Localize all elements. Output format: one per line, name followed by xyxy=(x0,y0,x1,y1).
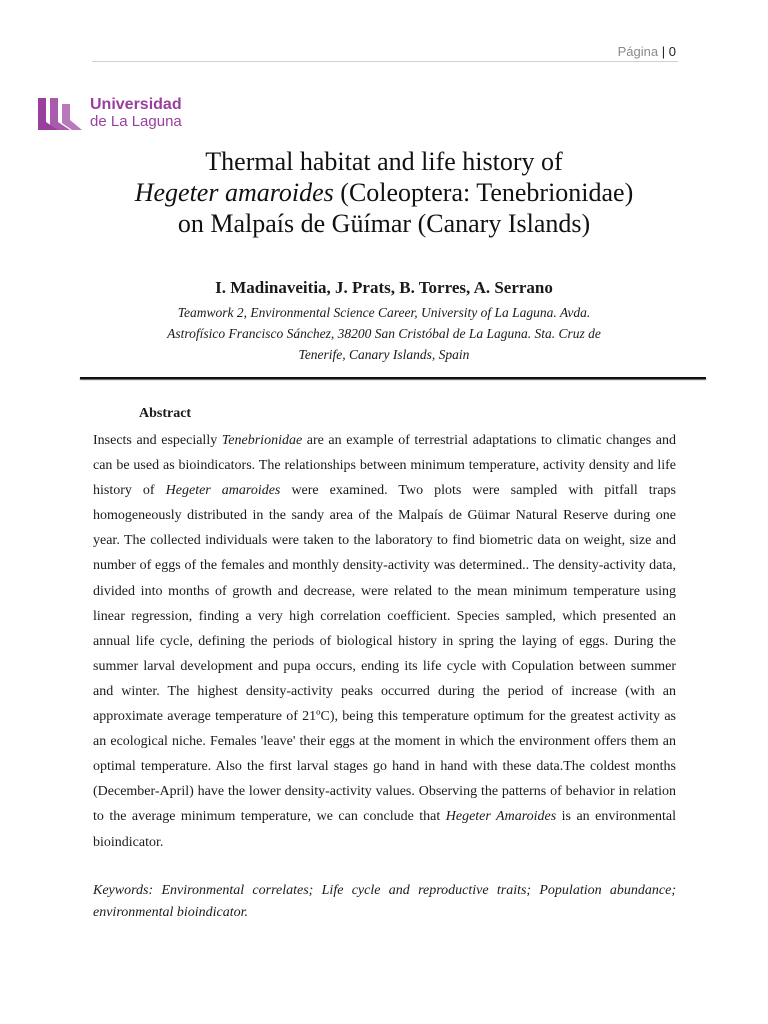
title-line2-rest: (Coleoptera: Tenebrionidae) xyxy=(333,178,634,207)
abstract-text: were examined. Two plots were sampled with pitfall traps homogeneously distributed in the sandy area of the Malpaís de Güimar Natural Reserve during one year. The collected individuals were taken to the laboratory to find biometric data on weight, size and number of eggs of the females and monthly density-activity was determined.. The density-activity data, divided into months of growth and decrease, were related to the mean minimum temperature using linear regression, finding a very high correlation coefficient. Species sampled, which presented an annual life cycle, defining the periods of biological history in spring the laying of eggs. During the summer larval development and pupa occurs, ending its life cycle with Copulation between summer and winter. The highest density-activity peaks occurred during the period of increase (with an approximate average temperature of 21ºC), being this temperature optimum for the greatest activity as an ecological niche. Females 'leave' their eggs at the moment in which the environment offers them an optimal temperature. Also the first larval stages go hand in hand with these data.The coldest months (December-April) have the lower density-activity values. Observing the patterns of behavior in relation to the average minimum temperature, we can conclude that xyxy=(93,483,676,825)
title-line3: on Malpaís de Güímar (Canary Islands) xyxy=(177,209,591,238)
paper-title xyxy=(60,146,708,239)
page-separator: | xyxy=(661,44,666,59)
header-rule xyxy=(92,61,678,62)
abstract-taxon: Tenebrionidae xyxy=(221,433,303,448)
affiliation-line3: Tenerife, Canary Islands, Spain xyxy=(298,347,470,362)
abstract-text: Insects and especially xyxy=(93,433,222,448)
title-line1: Thermal habitat and life history of xyxy=(205,147,563,176)
title-species: Hegeter amaroides xyxy=(134,178,334,207)
affiliation-line1: Teamwork 2, Environmental Science Career, University of La Laguna. Avda. xyxy=(177,305,591,320)
logo-line1: Universidad xyxy=(90,96,182,113)
university-logo xyxy=(38,96,208,134)
keywords: Keywords: Environmental correlates; Life cycle and reproductive traits; Population abundance; environmental bioindicator. xyxy=(93,883,676,920)
page-number xyxy=(618,44,676,59)
abstract-text: are an example of terrestrial adaptations to climatic changes and can be used as bioindicators. The relationships between minimum temperature, activity density and life history of xyxy=(93,433,676,499)
page-number-value: 0 xyxy=(668,44,676,59)
abstract-species: Hegeter Amaroides xyxy=(445,809,557,825)
abstract-body xyxy=(93,428,676,855)
university-logo-icon xyxy=(38,96,84,132)
abstract-text: is an environmental bioindicator. xyxy=(93,809,677,850)
affiliation xyxy=(110,302,658,365)
title-line2 xyxy=(60,177,708,208)
authors: I. Madinaveitia, J. Prats, B. Torres, A. Serrano xyxy=(215,278,553,297)
abstract-species: Hegeter amaroides xyxy=(165,483,281,499)
abstract-heading: Abstract xyxy=(139,406,192,421)
logo-line2: de La Laguna xyxy=(90,113,182,130)
page-label: Página xyxy=(617,44,659,59)
section-divider xyxy=(80,377,706,379)
affiliation-line2: Astrofísico Francisco Sánchez, 38200 San Cristóbal de La Laguna. Sta. Cruz de xyxy=(167,326,601,341)
